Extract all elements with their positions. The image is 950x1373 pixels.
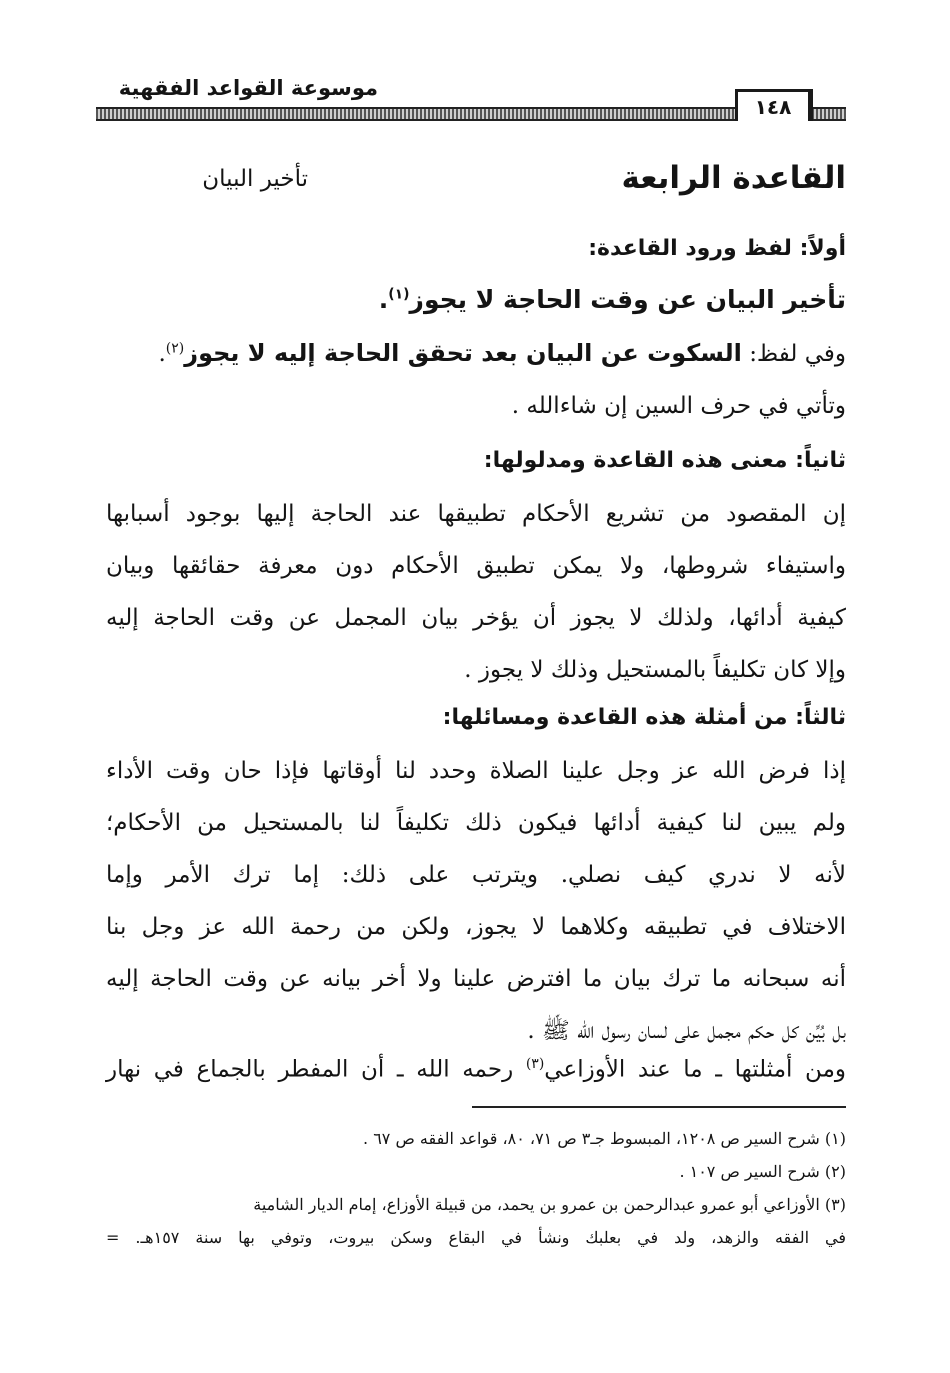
alt-wording-line xyxy=(158,339,846,367)
footnote-text: في الفقه والزهد، ولد في بعلبك ونشأ في البقاع وسكن بيروت، وتوفي بها سنة ١٥٧هـ. = xyxy=(106,1228,847,1247)
footnote-3-continuation xyxy=(106,1221,846,1254)
example-line-end: رحمه الله ـ أن المفطر بالجماع في نهار xyxy=(106,1056,514,1083)
example-line xyxy=(106,1056,846,1083)
example-line-start: ومن أمثلتها ـ ما عند الأوزاعي xyxy=(544,1056,846,1083)
footnote-text: الأوزاعي أبو عمرو عبدالرحمن بن عمرو بن يحمد، من قبيلة الأوزاع، إمام الديار الشامية xyxy=(253,1195,820,1214)
section3-paragraph xyxy=(106,745,846,1057)
paragraph-line: وإلا كان تكليفاً بالمستحيل وذلك لا يجوز . xyxy=(464,657,846,683)
paragraph-line: واستيفاء شروطها، ولا يمكن تطبيق الأحكام دون معرفة حقائقها وبيان xyxy=(106,553,846,579)
rule-subtitle: تأخير البيان xyxy=(202,166,308,192)
rule-statement xyxy=(379,285,846,314)
footnote-ref-3[interactable]: (٣) xyxy=(525,1056,545,1072)
paragraph-line: بل بُيِّن كل حكم مجمل على لسان رسول الله ﷺ . xyxy=(527,1018,846,1044)
footnote-2 xyxy=(106,1155,846,1188)
paragraph-line: ولم يبين لنا كيفية أدائها فيكون ذلك تكليفاً لنا بالمستحيل من الأحكام؛ xyxy=(106,810,846,836)
alt-wording-end: . xyxy=(158,341,166,367)
rule-statement-text: تأخير البيان عن وقت الحاجة لا يجوز xyxy=(409,285,846,314)
section2-paragraph xyxy=(106,488,846,696)
paragraph-line: إن المقصود من تشريع الأحكام تطبيقها عند الحاجة إليها بوجود أسبابها xyxy=(106,501,846,527)
footnote-1 xyxy=(106,1122,846,1155)
rule-title: القاعدة الرابعة xyxy=(621,160,846,196)
paragraph-line: كيفية أدائها، ولذلك لا يجوز أن يؤخر بيان المجمل عن وقت الحاجة إليه xyxy=(106,605,846,631)
page-number-shadow xyxy=(808,89,813,121)
section1-heading: أولاً: لفظ ورود القاعدة: xyxy=(588,236,846,261)
alt-wording-prefix: وفي لفظ: xyxy=(749,341,846,367)
footnote-text: شرح السير ص ١٢٠٨، المبسوط جـ٣ ص ٧١، ٨٠، قواعد الفقه ص ٦٧ . xyxy=(363,1129,820,1148)
paragraph-line: إذا فرض الله عز وجل علينا الصلاة وحدد لنا أوقاتها فإذا حان وقت الأداء xyxy=(106,758,846,784)
section2-heading: ثانياً: معنى هذه القاعدة ومدلولها: xyxy=(483,448,846,473)
footnote-number: (٣) xyxy=(824,1195,846,1214)
footnote-3 xyxy=(106,1188,846,1221)
page-number: ١٤٨ xyxy=(735,89,811,121)
footnote-ref-1[interactable]: (١) xyxy=(388,286,410,303)
footnote-number: (١) xyxy=(824,1129,846,1148)
section3-heading: ثالثاً: من أمثلة هذه القاعدة ومسائلها: xyxy=(442,705,846,730)
rule-statement-end: . xyxy=(378,285,389,314)
cross-reference-note: وتأتي في حرف السين إن شاءالله . xyxy=(511,393,846,419)
paragraph-line: لأنه لا ندري كيف نصلي. ويترتب على ذلك: إما ترك الأمر وإما xyxy=(106,862,846,888)
alt-wording-statement: السكوت عن البيان بعد تحقق الحاجة إليه لا يجوز xyxy=(184,339,742,367)
paragraph-line: أنه سبحانه ما ترك بيان ما افترض علينا ولا أخر بيانه عن وقت الحاجة إليه xyxy=(106,966,846,992)
footnote-separator xyxy=(472,1106,846,1108)
paragraph-line: الاختلاف في تطبيقه وكلاهما لا يجوز، ولكن من رحمة الله عز وجل بنا xyxy=(106,914,846,940)
footnote-text: شرح السير ص ١٠٧ . xyxy=(679,1162,820,1181)
footnote-ref-2[interactable]: (٢) xyxy=(165,340,185,357)
footnote-number: (٢) xyxy=(824,1162,846,1181)
footnotes xyxy=(106,1122,846,1254)
header-rule xyxy=(96,107,846,121)
running-title: موسوعة القواعد الفقهية xyxy=(118,76,378,100)
